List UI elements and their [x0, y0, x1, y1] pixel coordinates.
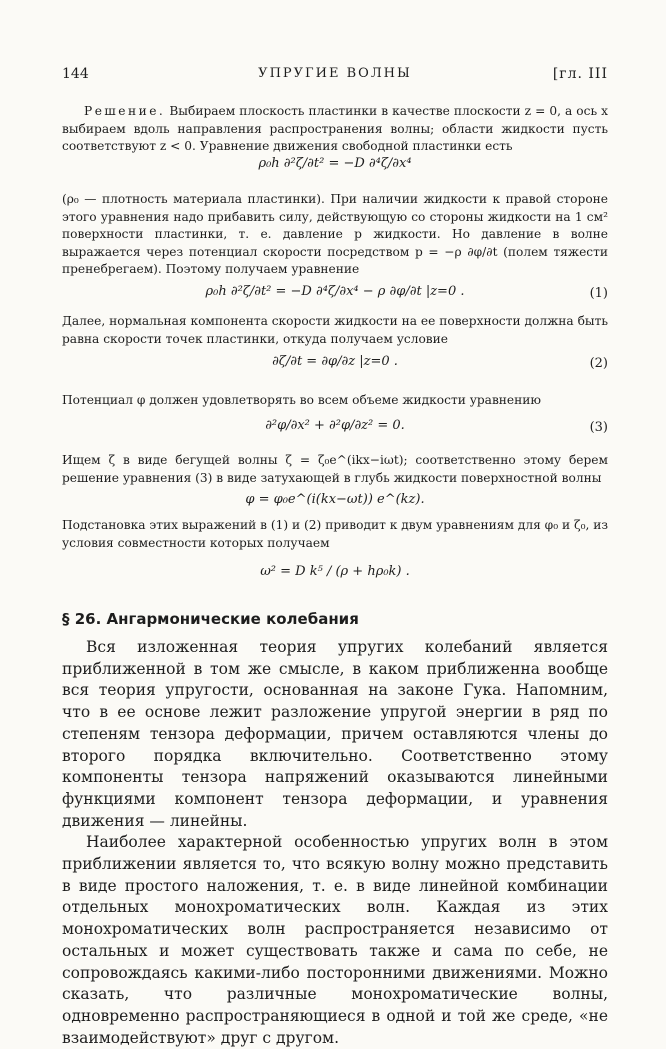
- solution-paragraph-3: Далее, нормальная компонента скорости жидкости на ее поверхности должна быть равна скорости точек пластинки, откуда получаем условие: [62, 314, 608, 346]
- solution-paragraph-3-block: [62, 313, 608, 348]
- page-header: [62, 66, 608, 86]
- equation-3-number: (3): [589, 420, 608, 435]
- solution-intro: [62, 103, 608, 156]
- solution-paragraph-5: Ищем ζ в виде бегущей волны ζ = ζ₀e^(ikx−iωt); соответственно этому берем решение уравнения (3) в виде затухающей в глубь жидкости поверхностной волны: [62, 453, 608, 485]
- solution-paragraph-2: (ρ₀ — плотность материала пластинки). При наличии жидкости к правой стороне этого уравнения надо прибавить силу, действующую со стороны жидкости на 1 см² поверхности пластинки, т. е. давление p жидкости. Но давление в волне выражается через потенциал скорости посредством p = −ρ ∂φ/∂t (полем тяжести пренебрегаем). Поэтому получаем уравнение: [62, 192, 608, 276]
- equation-1-number: (1): [589, 286, 608, 301]
- body-text: [62, 637, 608, 1049]
- equation-2: [62, 348, 608, 382]
- running-title: УПРУГИЕ ВОЛНЫ: [258, 66, 412, 81]
- body-paragraph-2: Наиболее характерной особенностью упругих волн в этом приближении является то, что всякую волну можно представить в виде простого наложения, т. е. в виде линейной комбинации отдельных монохроматических волн. Каждая из этих монохроматических волн распространяется независимо от остальных и может существовать также и сама по себе, не сопровождаясь какими-либо посторонними движениями. Можно сказать, что различные монохроматические волны, одновременно распространяющиеся в одной и той же среде, «не взаимодействуют» друг с другом.: [62, 833, 608, 1047]
- body-paragraph-1: Вся изложенная теория упругих колебаний является приближенной в том же смысле, в каком приближенна вообще вся теория упругости, основанная на законе Гука. Напомним, что в ее основе лежит разложение упругой энергии в ряд по степеням тензора деформации, причем оставляются члены до второго порядка включительно. Соответственно этому компоненты тензора напряжений оказываются линейными функциями компонент тензора деформации, и уравнения движения — линейны.: [62, 638, 608, 830]
- equation-3-text: ∂²φ/∂x² + ∂²φ/∂z² = 0.: [265, 418, 405, 433]
- solution-paragraph-5-block: [62, 452, 608, 487]
- section-title: § 26. Ангармонические колебания: [62, 610, 359, 628]
- equation-free-plate: [62, 150, 608, 184]
- equation-dispersion-text: ω² = D k⁵ / (ρ + hρ₀k) .: [260, 564, 410, 579]
- solution-paragraph-4: Потенциал φ должен удовлетворять во всем объеме жидкости уравнению: [62, 393, 541, 407]
- equation-free-plate-text: ρ₀h ∂²ζ/∂t² = −D ∂⁴ζ/∂x⁴: [258, 156, 412, 171]
- equation-1-text: ρ₀h ∂²ζ/∂t² = −D ∂⁴ζ/∂x⁴ − ρ ∂φ/∂t |z=0 .: [205, 284, 465, 299]
- solution-paragraph-6-block: [62, 517, 608, 552]
- solution-label: Решение.: [84, 104, 166, 118]
- equation-3: [62, 412, 608, 446]
- solution-paragraph-1: Выбираем плоскость пластинки в качестве плоскости z = 0, а ось x выбираем вдоль направления распространения волны; области жидкости пусть соответствуют z < 0. Уравнение движения свободной пластинки есть: [62, 104, 608, 153]
- equation-surface-wave-text: φ = φ₀e^(i(kx−ωt)) e^(kz).: [245, 492, 425, 507]
- equation-1: [62, 278, 608, 312]
- chapter-label: [гл. III: [552, 66, 608, 82]
- equation-surface-wave: [62, 486, 608, 520]
- equation-2-text: ∂ζ/∂t = ∂φ/∂z |z=0 .: [272, 354, 398, 369]
- page-number: 144: [62, 66, 89, 82]
- solution-paragraph-6: Подстановка этих выражений в (1) и (2) приводит к двум уравнениям для φ₀ и ζ₀, из условия совместности которых получаем: [62, 518, 608, 550]
- solution-paragraph-4-block: [62, 392, 608, 410]
- equation-2-number: (2): [589, 356, 608, 371]
- equation-dispersion: [62, 558, 608, 592]
- solution-paragraph-2-block: [62, 191, 608, 279]
